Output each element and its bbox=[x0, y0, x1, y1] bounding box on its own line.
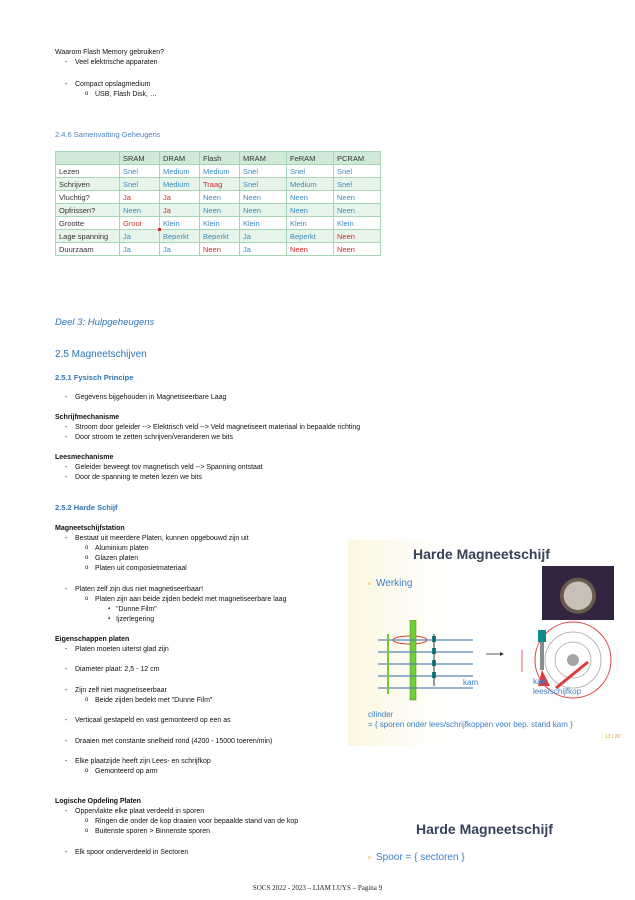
table-cell: Neen bbox=[240, 191, 287, 204]
list-sub-item: o Aluminium platen bbox=[95, 544, 149, 553]
table-column-header: SRAM bbox=[120, 152, 160, 165]
section-heading-246: 2.4.6 Samenvatting Geheugens bbox=[55, 130, 161, 139]
table-cell: Medium bbox=[160, 165, 200, 178]
slide-subtitle: Spoor = { sectoren } bbox=[376, 852, 465, 863]
list-item: - Oppervlakte elke plaat verdeeld in sporen bbox=[75, 807, 204, 816]
subheading: Schrijfmechanisme bbox=[55, 414, 120, 421]
page-footer: SOCS 2022 - 2023 – LIAM LUYS – Pagina 9 bbox=[252, 884, 383, 892]
part-title: Deel 3: Hulpgeheugens bbox=[55, 317, 155, 328]
list-sub-item: o Gemonteerd op arm bbox=[95, 767, 158, 776]
table-column-header: FeRAM bbox=[287, 152, 334, 165]
cilinder-definition: = { sporen onder lees/schrijfkoppen voor bep. stand kam } bbox=[368, 720, 573, 729]
table-cell: Klein bbox=[200, 217, 240, 230]
table-cell: Ja bbox=[120, 191, 160, 204]
label-cilinder: cilinder bbox=[368, 710, 394, 719]
subheading: Leesmechanisme bbox=[55, 454, 114, 461]
table-header-row bbox=[56, 152, 381, 165]
slide-image-harde-magneetschijf-2 bbox=[348, 815, 628, 863]
table-cell: Snel bbox=[287, 165, 334, 178]
table-row-label: Schrijven bbox=[56, 178, 120, 191]
table-cell: Traag bbox=[200, 178, 240, 191]
table-column-header: PCRAM bbox=[334, 152, 381, 165]
table-cell: Beperkt bbox=[287, 230, 334, 243]
list-sub-item: o Ringen die onder de kop draaien voor bepaalde stand van de kop bbox=[95, 817, 298, 826]
table-row-label: Lage spanning bbox=[56, 230, 120, 243]
table-cell: Neen bbox=[200, 243, 240, 256]
list-item: - Elk spoor onderverdeeld in Sectoren bbox=[75, 848, 188, 857]
table-cell: Neen bbox=[334, 230, 381, 243]
table-cell: Klein bbox=[287, 217, 334, 230]
slide-title: Harde Magneetschijf bbox=[413, 546, 550, 562]
table-cell: Medium bbox=[287, 178, 334, 191]
table-cell: Beperkt bbox=[160, 230, 200, 243]
list-item: - Platen moeten uiterst glad zijn bbox=[75, 645, 169, 654]
list-item: - Elke plaatzijde heeft zijn Lees- en schrijfkop bbox=[75, 757, 211, 766]
bullet-icon: o bbox=[368, 581, 371, 587]
table-cell: Klein bbox=[240, 217, 287, 230]
list-item: - Bestaat uit meerdere Platen, kunnen opgebouwd zijn uit bbox=[75, 534, 249, 543]
table-cell: Snel bbox=[240, 165, 287, 178]
list-item: - Gegevens bijgehouden in Magnetiseerbare Laag bbox=[75, 393, 226, 402]
list-sub-item: o Platen zijn aan beide zijden bedekt met magnetiseerbare laag bbox=[95, 595, 286, 604]
table-cell: Neen bbox=[240, 204, 287, 217]
slide-subtitle: Werking bbox=[376, 578, 413, 589]
label-kam: kam bbox=[533, 677, 549, 686]
slide-page-number: 13 / 20 bbox=[605, 734, 621, 740]
table-cell: Neen bbox=[334, 204, 381, 217]
red-dot-marker bbox=[158, 228, 161, 231]
table-cell: Medium bbox=[200, 165, 240, 178]
table-cell: Snel bbox=[334, 165, 381, 178]
label-head: lees/schijfkop bbox=[533, 687, 582, 696]
table-row-label: Grootte bbox=[56, 217, 120, 230]
table-row bbox=[56, 217, 381, 230]
table-row bbox=[56, 230, 381, 243]
table-column-header: MRAM bbox=[240, 152, 287, 165]
table-cell: Klein bbox=[334, 217, 381, 230]
table-cell: Neen bbox=[287, 204, 334, 217]
section-heading-252: 2.5.2 Harde Schijf bbox=[55, 503, 118, 512]
list-sub-item: o Buitenste sporen > Binnenste sporen bbox=[95, 827, 210, 836]
table-cell: Ja bbox=[120, 230, 160, 243]
table-cell: Neen bbox=[200, 204, 240, 217]
table-cell: Ja bbox=[240, 230, 287, 243]
subheading: Eigenschappen platen bbox=[55, 636, 130, 643]
table-cell: Ja bbox=[160, 191, 200, 204]
list-sub-item: o Glazen platen bbox=[95, 554, 138, 563]
table-cell: Neen bbox=[120, 204, 160, 217]
list-item: - Zijn zelf niet magnetiseerbaar bbox=[75, 686, 167, 695]
disk-platter-diagram bbox=[348, 620, 628, 720]
table-cell: Ja bbox=[120, 243, 160, 256]
list-item: - Diameter plaat: 2,5 - 12 cm bbox=[75, 665, 159, 674]
table-cell: Ja bbox=[160, 204, 200, 217]
table-cell: Snel bbox=[334, 178, 381, 191]
table-cell: Ja bbox=[240, 243, 287, 256]
table-row bbox=[56, 178, 381, 191]
table-cell: Neen bbox=[334, 243, 381, 256]
subheading: Magneetschijfstation bbox=[55, 525, 125, 532]
list-sub-item: o Platen uit composietmateriaal bbox=[95, 564, 187, 573]
table-cell: Klein bbox=[160, 217, 200, 230]
table-cell: Medium bbox=[160, 178, 200, 191]
section-heading-25: 2.5 Magneetschijven bbox=[55, 349, 147, 360]
table-cell: Snel bbox=[240, 178, 287, 191]
label-kam: kam bbox=[463, 678, 479, 687]
table-row-label bbox=[56, 152, 120, 165]
list-item: - Stroom door geleider --> Elektrisch veld --> Veld magnetiseert materiaal in bepaalde richting bbox=[75, 423, 360, 432]
list-sub-item: o Beide zijden bedekt met "Dunne Film" bbox=[95, 696, 212, 705]
table-row bbox=[56, 191, 381, 204]
table-column-header: DRAM bbox=[160, 152, 200, 165]
subheading: Logische Opdeling Platen bbox=[55, 798, 141, 805]
hard-disk-photo bbox=[542, 566, 614, 620]
bullet-icon: o bbox=[368, 855, 371, 861]
table-row bbox=[56, 243, 381, 256]
table-row-label: Duurzaam bbox=[56, 243, 120, 256]
table-row-label: Opfrissen? bbox=[56, 204, 120, 217]
list-item: - Draaien met constante snelheid rond (4200 - 15000 toeren/min) bbox=[75, 737, 272, 746]
intro-sub-bullet: o USB, Flash Disk, … bbox=[95, 90, 157, 99]
table-cell: Snel bbox=[120, 178, 160, 191]
table-row-label: Lezen bbox=[56, 165, 120, 178]
table-column-header: Flash bbox=[200, 152, 240, 165]
slide-title: Harde Magneetschijf bbox=[416, 821, 553, 837]
slide-image-harde-magneetschijf bbox=[348, 540, 628, 746]
section-heading-251: 2.5.1 Fysisch Principe bbox=[55, 373, 134, 382]
memory-summary-table bbox=[55, 151, 381, 256]
table-row bbox=[56, 165, 381, 178]
intro-bullet: - Compact opslagmedium bbox=[75, 80, 150, 89]
table-cell: Neen bbox=[287, 191, 334, 204]
table-cell: Neen bbox=[200, 191, 240, 204]
table-cell: Snel bbox=[120, 165, 160, 178]
list-item: - Door de spanning te meten lezen we bits bbox=[75, 473, 202, 482]
table-cell: Beperkt bbox=[200, 230, 240, 243]
list-sub-sub-item: ▪ "Dunne Film" bbox=[116, 605, 157, 614]
list-item: - Geleider beweegt tov magnetisch veld --> Spanning ontstaat bbox=[75, 463, 263, 472]
list-item: - Verticaal gestapeld en vast gemonteerd op een as bbox=[75, 716, 231, 725]
table-row bbox=[56, 204, 381, 217]
list-item: - Door stroom te zetten schrijven/veranderen we bits bbox=[75, 433, 233, 442]
intro-question: Waarom Flash Memory gebruiken? bbox=[55, 49, 165, 56]
list-item: - Platen zelf zijn dus niet magnetiseerbaar! bbox=[75, 585, 203, 594]
intro-bullet: - Veel elektrische apparaten bbox=[75, 58, 158, 67]
table-row-label: Vluchtig? bbox=[56, 191, 120, 204]
table-cell: Neen bbox=[334, 191, 381, 204]
table-cell: Ja bbox=[160, 243, 200, 256]
table-cell: Groot bbox=[120, 217, 160, 230]
list-sub-sub-item: ▪ Ijzerlegering bbox=[116, 615, 154, 624]
table-cell: Neen bbox=[287, 243, 334, 256]
